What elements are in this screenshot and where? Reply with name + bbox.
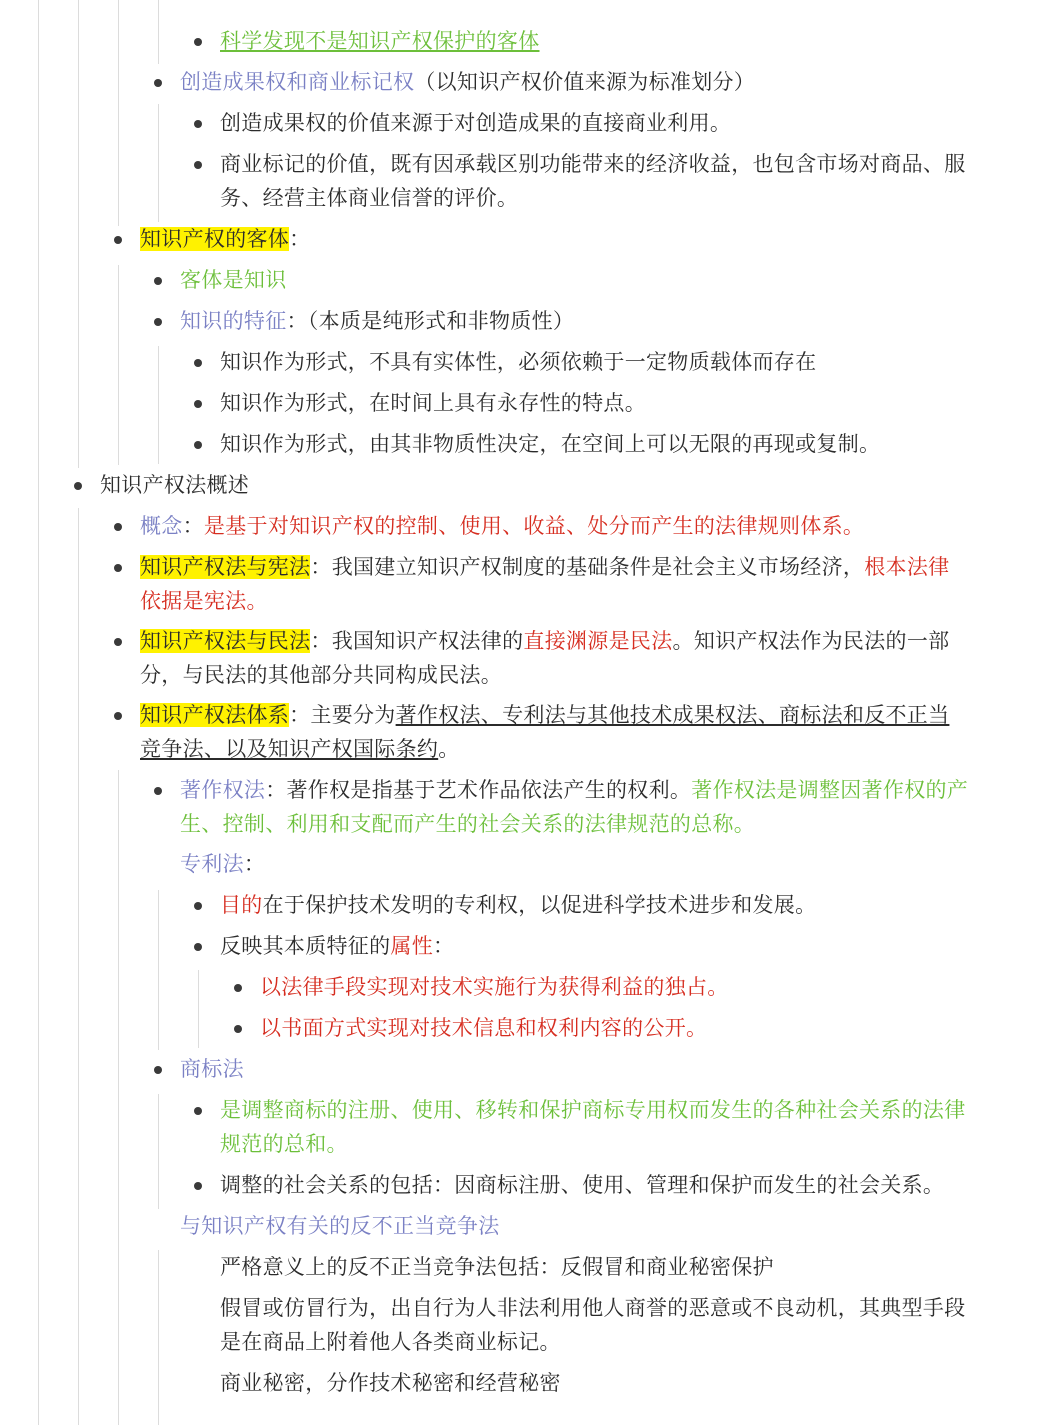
item-text: 分，与民法的其他部分共同构成民法。 <box>140 663 503 687</box>
item-text-red: 目的 <box>220 893 263 917</box>
item-text-red: 以法律手段实现对技术实施行为获得利益的独占。 <box>260 975 729 999</box>
bullet <box>194 400 202 408</box>
indent-guide-4 <box>158 0 159 64</box>
item-heading: 概念 <box>140 514 183 538</box>
list-item-continuation <box>140 658 502 692</box>
bullet <box>194 441 202 449</box>
bullet <box>154 277 162 285</box>
item-text: 。 <box>438 737 460 761</box>
list-item <box>220 345 816 379</box>
item-text: ： <box>433 934 455 958</box>
list-item <box>220 888 816 922</box>
item-text: 客体是知识 <box>180 268 287 292</box>
list-item-continuation <box>140 584 268 618</box>
list-item <box>220 1093 966 1127</box>
list-item <box>260 970 729 1004</box>
list-item <box>220 929 454 963</box>
list-item <box>220 147 966 181</box>
item-text-red: 直接渊源是民法 <box>523 629 673 653</box>
item-text: ： <box>289 227 311 251</box>
item-text-green: 规范的总和。 <box>220 1132 348 1156</box>
list-item-continuation <box>180 807 755 841</box>
item-text: 严格意义上的反不正当竞争法包括：反假冒和商业秘密保护 <box>220 1255 774 1279</box>
underlined-text: 著作权法、专利法与其他技术成果权法、商标法和反不正当 <box>395 703 950 727</box>
bullet <box>74 482 82 490</box>
item-text-green: 著作权法是调整因著作权的产 <box>691 778 969 802</box>
highlighted-heading: 知识产权法与民法 <box>140 629 311 653</box>
item-text-red: 属性 <box>390 934 434 958</box>
indent-guide-12 <box>158 1094 159 1209</box>
item-text: 反映其本质特征的 <box>220 934 391 958</box>
item-heading: 专利法 <box>180 852 244 876</box>
bullet <box>194 1182 202 1190</box>
indent-guide-3 <box>118 0 119 226</box>
list-item <box>180 1052 244 1086</box>
item-text: 务、经营主体商业信誉的评价。 <box>220 186 519 210</box>
list-item <box>180 773 968 807</box>
paragraph <box>220 1291 966 1325</box>
list-item <box>180 304 574 338</box>
item-heading: 创造成果权和商业标记权 <box>180 70 415 94</box>
item-text: 假冒或仿冒行为，出自行为人非法利用他人商誉的恶意或不良动机，其典型手段 <box>220 1296 966 1320</box>
indent-guide-5 <box>158 104 159 222</box>
item-text: 是在商品上附着他人各类商业标记。 <box>220 1330 561 1354</box>
list-item-continuation <box>220 1127 348 1161</box>
item-heading: 商标法 <box>180 1057 244 1081</box>
bullet <box>194 359 202 367</box>
bullet <box>114 712 122 720</box>
bullet <box>114 236 122 244</box>
indent-guide-10 <box>158 890 159 1050</box>
list-item <box>220 427 880 461</box>
list-item <box>260 1011 707 1045</box>
item-heading: 著作权法 <box>180 778 266 802</box>
bullet <box>194 902 202 910</box>
item-text: 商业秘密，分作技术秘密和经营秘密 <box>220 1371 561 1395</box>
list-item <box>140 550 949 584</box>
section-heading: 知识产权法概述 <box>100 473 250 497</box>
indent-guide-7 <box>158 346 159 464</box>
paragraph <box>220 1250 774 1284</box>
link-text[interactable]: 科学发现不是知识产权保护的客体 <box>220 29 540 53</box>
highlighted-heading: 知识产权法体系 <box>140 703 290 727</box>
bullet <box>154 318 162 326</box>
item-text: ： <box>182 514 204 538</box>
list-item <box>220 386 646 420</box>
indent-guide-8 <box>78 508 79 1425</box>
item-text: 调整的社会关系的包括：因商标注册、使用、管理和保护而发生的社会关系。 <box>220 1173 945 1197</box>
item-heading: 与知识产权有关的反不正当竞争法 <box>180 1214 500 1238</box>
highlighted-heading: 知识产权法与宪法 <box>140 555 311 579</box>
list-item <box>140 222 310 256</box>
item-text: 在于保护技术发明的专利权，以促进科学技术进步和发展。 <box>262 893 817 917</box>
item-text-red: 是基于对知识产权的控制、使用、收益、处分而产生的法律规则体系。 <box>203 514 865 538</box>
list-item <box>220 24 540 58</box>
bullet <box>194 38 202 46</box>
list-item-continuation <box>140 732 460 766</box>
indent-guide-2 <box>78 0 79 468</box>
item-text: ：著作权是指基于艺术作品依法产生的权利。 <box>265 778 692 802</box>
item-text-red: 根本法律 <box>864 555 950 579</box>
bullet <box>154 1066 162 1074</box>
indent-guide-1 <box>38 0 39 1425</box>
item-text: ：（本质是纯形式和非物质性） <box>286 309 575 333</box>
paragraph-continuation <box>220 1325 561 1359</box>
item-text-green: 生、控制、利用和支配而产生的社会关系的法律规范的总称。 <box>180 812 756 836</box>
item-text: 知识作为形式，不具有实体性，必须依赖于一定物质载体而存在 <box>220 350 817 374</box>
list-item <box>180 847 265 881</box>
list-item <box>180 65 755 99</box>
item-text: 。知识产权法作为民法的一部 <box>672 629 950 653</box>
bullet <box>114 638 122 646</box>
item-text: （以知识产权价值来源为标准划分） <box>414 70 756 94</box>
item-text-red: 以书面方式实现对技术信息和权利内容的公开。 <box>260 1016 708 1040</box>
item-text: ：我国知识产权法律的 <box>310 629 524 653</box>
bullet <box>154 787 162 795</box>
bullet <box>194 943 202 951</box>
underlined-text: 竞争法、以及知识产权国际条约 <box>140 737 439 761</box>
list-item <box>100 468 249 502</box>
list-item <box>140 698 949 732</box>
item-text-red: 依据是宪法。 <box>140 589 268 613</box>
bullet <box>154 79 162 87</box>
bullet <box>114 523 122 531</box>
bullet <box>234 1025 242 1033</box>
item-text: ： <box>243 852 266 876</box>
indent-guide-6 <box>118 265 119 465</box>
item-text: 商业标记的价值，既有因承载区别功能带来的经济收益，也包含市场对商品、服 <box>220 152 966 176</box>
item-heading: 知识的特征 <box>180 309 287 333</box>
item-text: 知识作为形式，在时间上具有永存性的特点。 <box>220 391 646 415</box>
bullet <box>234 984 242 992</box>
item-text: 知识作为形式，由其非物质性决定，在空间上可以无限的再现或复制。 <box>220 432 881 456</box>
paragraph <box>220 1366 561 1400</box>
list-item <box>180 1209 500 1243</box>
item-text: 创造成果权的价值来源于对创造成果的直接商业利用。 <box>220 111 732 135</box>
indent-guide-13 <box>158 1250 159 1425</box>
list-item <box>140 509 864 543</box>
list-item <box>180 263 287 297</box>
bullet <box>194 161 202 169</box>
highlighted-heading: 知识产权的客体 <box>140 227 290 251</box>
item-text: ：我国建立知识产权制度的基础条件是社会主义市场经济， <box>310 555 865 579</box>
bullet <box>194 120 202 128</box>
item-text-green: 是调整商标的注册、使用、移转和保护商标专用权而发生的各种社会关系的法律 <box>220 1098 966 1122</box>
bullet <box>194 1107 202 1115</box>
list-item-continuation <box>220 181 518 215</box>
indent-guide-9 <box>118 770 119 1425</box>
list-item <box>220 106 731 140</box>
indent-guide-11 <box>198 970 199 1048</box>
item-text: ：主要分为 <box>289 703 396 727</box>
bullet <box>114 564 122 572</box>
list-item <box>220 1168 944 1202</box>
list-item <box>140 624 949 658</box>
